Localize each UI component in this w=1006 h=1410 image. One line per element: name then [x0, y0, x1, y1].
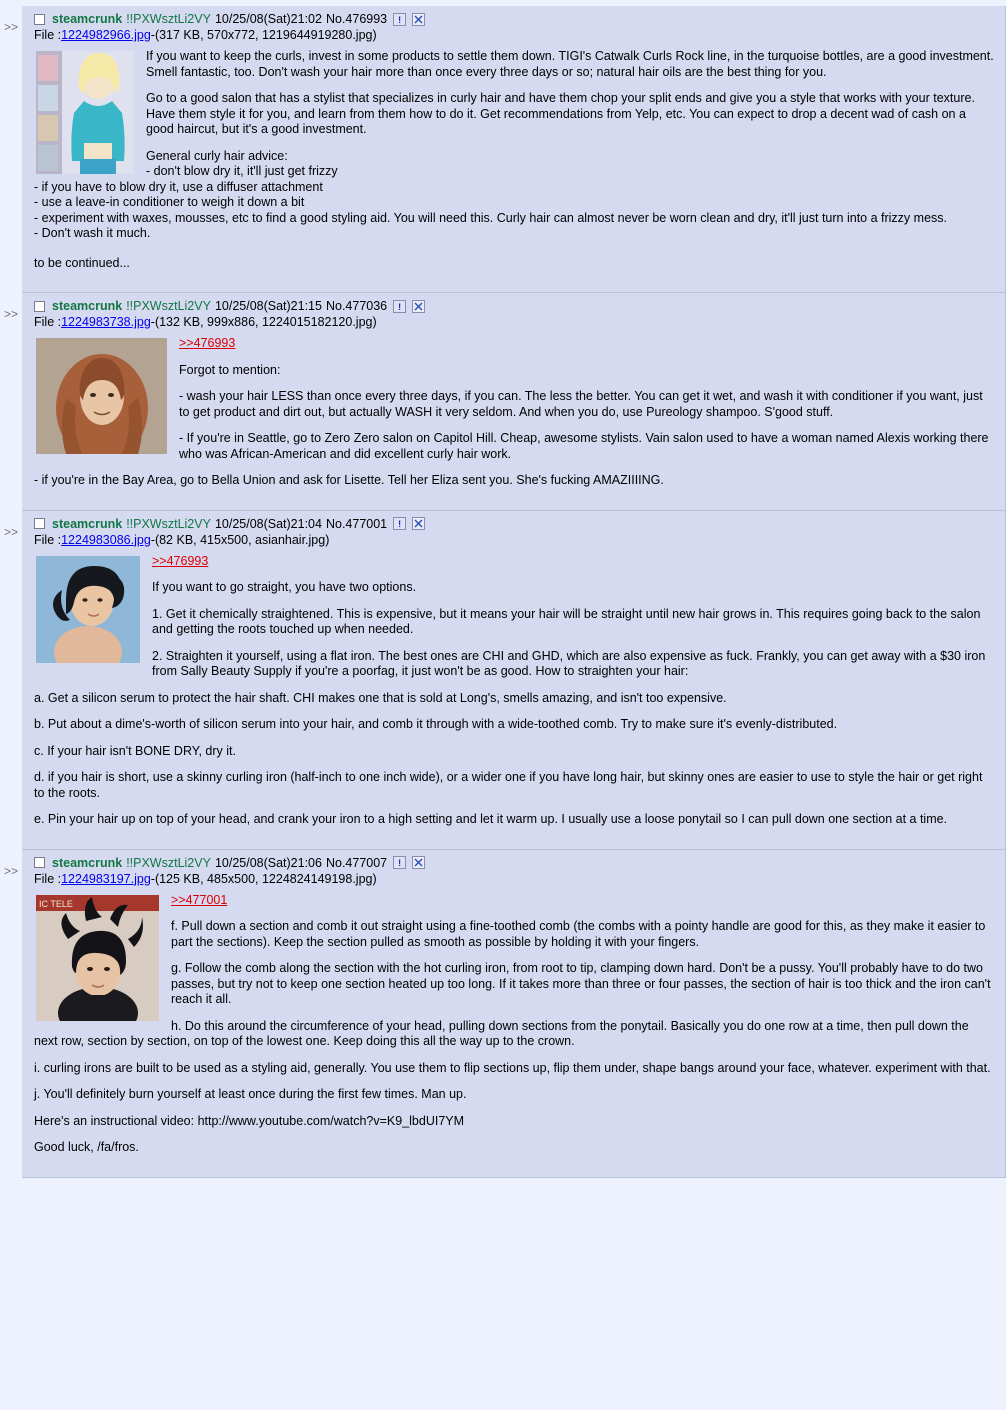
- post: [22, 511, 1006, 850]
- post-select-checkbox[interactable]: [34, 14, 45, 25]
- post-advice-line: - Don't wash it much.: [34, 226, 151, 240]
- file-info: [28, 533, 999, 548]
- file-info: [28, 315, 999, 330]
- file-info: [28, 872, 999, 887]
- post-paragraph: c. If your hair isn't BONE DRY, dry it.: [34, 743, 236, 758]
- post-paragraph: 2. Straighten it yourself, using a flat iron. The best ones are CHI and GHD, which are also expensive as fuck. Frankly, you can get away with a $30 iron from Sally Beauty Supply if you're a poorfag, it just won't be as good. How to straighten your hair:: [152, 648, 986, 678]
- file-label: File :: [34, 315, 62, 329]
- delete-icon[interactable]: [412, 517, 425, 530]
- file-meta: -(125 KB, 485x500, 1224824149198.jpg): [150, 871, 377, 886]
- quote-paragraph: [34, 336, 995, 352]
- post-thumbnail-image[interactable]: [36, 556, 140, 663]
- post-paragraph: d. if you hair is short, use a skinny curling iron (half-inch to one inch wide), or a wider one if you have long hair, but skinny ones are easier to use to style the hair or get right to the roots.: [34, 770, 983, 800]
- reply-arrow-marker: >>: [4, 863, 19, 878]
- file-link[interactable]: 1224982966.jpg: [61, 28, 151, 42]
- post-container: [0, 850, 1006, 1178]
- post-container: [0, 0, 1006, 293]
- delete-icon[interactable]: [412, 300, 425, 313]
- post-paragraph: If you want to go straight, you have two options.: [152, 580, 417, 594]
- post-paragraph: Here's an instructional video: http://www.youtube.com/watch?v=K9_lbdUI7YM: [34, 1113, 465, 1128]
- quote-link[interactable]: >>477001: [171, 892, 228, 907]
- post-advice-line: - don't blow dry it, it'll just get frizzy: [146, 164, 338, 178]
- quote-paragraph: [34, 554, 995, 570]
- post-author-name: steamcrunk: [52, 855, 123, 870]
- post-advice-line: - if you have to blow dry it, use a diffuser attachment: [34, 179, 323, 194]
- svg-text:IC TELE: IC TELE: [39, 898, 73, 909]
- reply-arrow-marker: >>: [4, 524, 19, 539]
- post-tripcode: !!PXWsztLi2VY: [126, 12, 211, 26]
- post-author-name: steamcrunk: [52, 12, 123, 26]
- post-thumbnail-image[interactable]: [36, 338, 167, 454]
- post-select-checkbox[interactable]: [34, 518, 45, 529]
- post-author-name: steamcrunk: [52, 516, 123, 531]
- file-link[interactable]: 1224983086.jpg: [61, 532, 151, 547]
- post-advice-line: - experiment with waxes, mousses, etc to find a good styling aid. You will need this. Curly hair can almost never be worn clean and dry, it'll just turn into a frizzy mess.: [34, 210, 947, 225]
- reply-arrow-marker: >>: [4, 20, 19, 34]
- post-body: [28, 548, 999, 839]
- post-select-checkbox[interactable]: [34, 301, 45, 312]
- post-paragraph: - If you're in Seattle, go to Zero Zero salon on Capitol Hill. Cheap, awesome stylists. Vain salon used to have a woman named Alexis working there who was African-American and did excellent curly hair work.: [179, 431, 989, 461]
- post-body: [28, 887, 999, 1167]
- post-paragraph: - if you're in the Bay Area, go to Bella Union and ask for Lisette. Tell her Eliza sent you. She's fucking AMAZIIIING.: [34, 473, 664, 487]
- post-thumbnail-image[interactable]: [36, 895, 159, 1021]
- post-number[interactable]: No.476993: [325, 12, 388, 26]
- post: [22, 850, 1006, 1178]
- post-paragraph: f. Pull down a section and comb it out straight using a fine-toothed comb (the combs with a pointy handle are good for this, as they make it easier to part the sections). Keep the section pulled as smooth as possible by holding it with your fingers.: [171, 919, 986, 949]
- quote-paragraph: [34, 893, 995, 909]
- post-paragraph: h. Do this around the circumference of your head, pulling down sections from the ponytail. Basically you do one row at a time, then pull down the next row, section by section, on top of the lowest one. Keep doing this all the way up to the crown.: [34, 1018, 969, 1048]
- quote-link[interactable]: >>476993: [152, 553, 209, 568]
- post-datetime: 10/25/08(Sat)21:02: [214, 12, 322, 26]
- post-paragraph: Forgot to mention:: [179, 362, 281, 377]
- post-datetime: 10/25/08(Sat)21:15: [214, 299, 322, 313]
- report-icon[interactable]: !: [393, 856, 406, 869]
- post-number[interactable]: No.477007: [325, 855, 388, 870]
- post-tail-text: to be continued...: [34, 255, 130, 270]
- file-label: File :: [34, 532, 62, 547]
- post-select-checkbox[interactable]: [34, 857, 45, 868]
- delete-icon[interactable]: [412, 856, 425, 869]
- post-paragraph: j. You'll definitely burn yourself at least once during the first few times. Man up.: [34, 1087, 467, 1101]
- post-paragraph: If you want to keep the curls, invest in some products to settle them down. TIGI's Catwalk Curls Rock line, in the turquoise bottles, are a good investment. Smell fantastic, too. Don't wash your hair more than once every three days or so; natural hair oils are the best thing for you.: [146, 49, 994, 79]
- post-author-name: steamcrunk: [52, 299, 123, 313]
- post-paragraph: a. Get a silicon serum to protect the hair shaft. CHI makes one that is sold at Long's, smells amazing, and isn't too expensive.: [34, 690, 727, 705]
- post-container: [0, 511, 1006, 850]
- post-tripcode: !!PXWsztLi2VY: [126, 516, 211, 531]
- post-paragraph: - wash your hair LESS than once every three days, if you can. The less the better. You can get it wet, and wash it with conditioner if you want, just to get product and dirt out, but actually WASH it very seldom. And when you do, use Pureology shampoo. S'good stuff.: [179, 389, 983, 419]
- report-icon[interactable]: !: [393, 517, 406, 530]
- file-link[interactable]: 1224983738.jpg: [61, 315, 151, 329]
- post-advice-line: - use a leave-in conditioner to weigh it down a bit: [34, 195, 305, 209]
- file-meta: -(317 KB, 570x772, 1219644919280.jpg): [150, 28, 377, 42]
- post-advice-line: General curly hair advice:: [146, 148, 288, 163]
- post-thumbnail-image[interactable]: [36, 51, 134, 174]
- delete-icon[interactable]: [412, 13, 425, 26]
- post-datetime: 10/25/08(Sat)21:06: [214, 855, 322, 870]
- file-meta: -(82 KB, 415x500, asianhair.jpg): [150, 532, 330, 547]
- quote-link[interactable]: >>476993: [179, 336, 236, 350]
- post: [22, 293, 1006, 511]
- post-header: [28, 516, 999, 532]
- post-number[interactable]: No.477036: [325, 299, 388, 313]
- file-link[interactable]: 1224983197.jpg: [61, 871, 151, 886]
- report-icon[interactable]: !: [393, 300, 406, 313]
- post-paragraph: Go to a good salon that has a stylist that specializes in curly hair and have them chop your split ends and give you a style that works with your texture. Have them style it for you, and learn from them how to do it. Get recommendations from Yelp, etc. You can expect to drop a decent wad of cash on a good haircut, but it's a good investment.: [146, 91, 975, 136]
- post-header: [28, 298, 999, 314]
- post-advice-list: [34, 149, 995, 242]
- post-paragraph: b. Put about a dime's-worth of silicon serum into your hair, and comb it through with a wide-toothed comb. Try to make sure it's evenly-distributed.: [34, 717, 838, 731]
- file-label: File :: [34, 28, 62, 42]
- post-datetime: 10/25/08(Sat)21:04: [214, 516, 322, 531]
- post-tripcode: !!PXWsztLi2VY: [126, 299, 211, 313]
- post-number[interactable]: No.477001: [325, 516, 388, 531]
- post-paragraph: Good luck, /fa/fros.: [34, 1140, 139, 1154]
- report-icon[interactable]: !: [393, 13, 406, 26]
- post-body: [28, 330, 999, 500]
- post-header: [28, 855, 999, 871]
- post-paragraph: g. Follow the comb along the section with the hot curling iron, from root to tip, clamping down hard. Don't be a pussy. You'll probably have to do two passes, but try not to keep one section heated up too long. If it takes more than three or four passes, the section of hair is too thick and the iron can't reach it all.: [171, 961, 991, 1006]
- post-container: [0, 293, 1006, 511]
- post: [22, 6, 1006, 293]
- post-body: [28, 43, 999, 282]
- reply-arrow-marker: >>: [4, 307, 19, 321]
- post-paragraph: i. curling irons are built to be used as a styling aid, generally. You use them to flip sections up, flip them under, shape bangs around your face, whatever. experiment with that.: [34, 1060, 991, 1075]
- post-header: [28, 11, 999, 27]
- file-meta: -(132 KB, 999x886, 1224015182120.jpg): [150, 315, 377, 329]
- post-paragraph: e. Pin your hair up on top of your head, and crank your iron to a high setting and let it warm up. I usually use a loose ponytail so I can pull down one section at a time.: [34, 812, 948, 826]
- file-info: [28, 28, 999, 43]
- post-paragraph: 1. Get it chemically straightened. This is expensive, but it means your hair will be straight until new hair grows in. This requires going back to the salon and getting the roots touched up when needed.: [152, 606, 981, 636]
- file-label: File :: [34, 871, 62, 886]
- post-tripcode: !!PXWsztLi2VY: [126, 855, 211, 870]
